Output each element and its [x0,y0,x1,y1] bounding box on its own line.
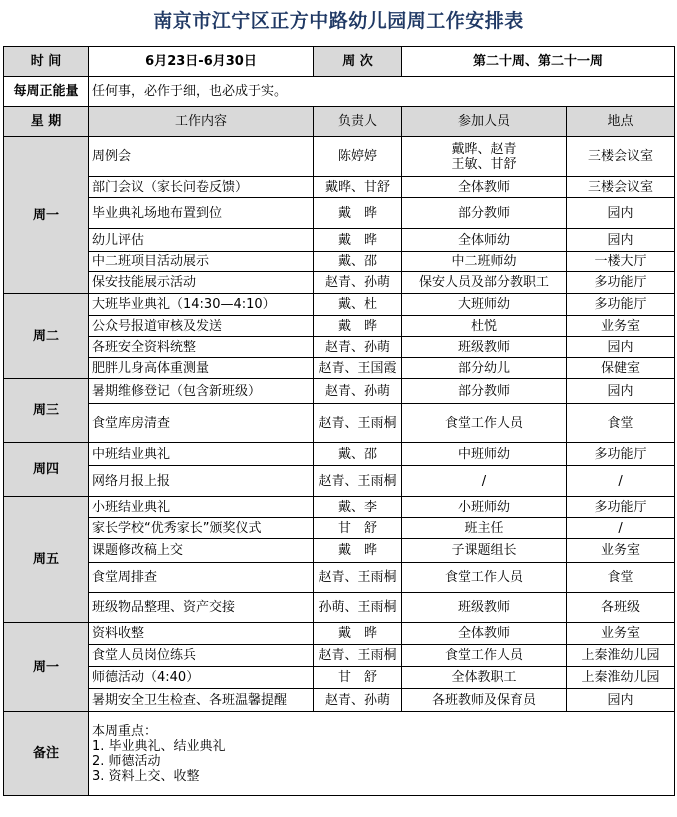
participants: 各班教师及保育员 [402,689,567,712]
owner: 陈婷婷 [314,137,402,177]
table-row [4,667,675,689]
work-content: 网络月报上报 [89,466,314,497]
day-label: 周一 [4,137,89,294]
participants: 部分教师 [402,379,567,404]
col-day: 星 期 [4,107,89,137]
work-content: 食堂库房清查 [89,404,314,443]
owner: 甘 舒 [314,667,402,689]
participants: 子课题组长 [402,539,567,563]
location: 园内 [567,229,675,252]
notes-row [4,712,675,796]
work-content: 暑期维修登记（包含新班级） [89,379,314,404]
location: 保健室 [567,358,675,379]
owner: 戴 晔 [314,539,402,563]
work-content: 食堂周排查 [89,563,314,593]
location: 上秦淮幼儿园 [567,645,675,667]
date-range: 6月23日-6月30日 [89,47,314,77]
participants: 全体教职工 [402,667,567,689]
day-label: 周一 [4,623,89,712]
day-label: 周三 [4,379,89,443]
work-content: 暑期安全卫生检查、各班温馨提醒 [89,689,314,712]
table-row [4,539,675,563]
column-header-row [4,107,675,137]
work-content: 毕业典礼场地布置到位 [89,198,314,229]
location: / [567,518,675,539]
location: 多功能厅 [567,294,675,316]
owner: 戴 晔 [314,316,402,337]
header-row [4,47,675,77]
table-row [4,404,675,443]
motto-label: 每周正能量 [4,77,89,107]
participants: 全体师幼 [402,229,567,252]
work-content: 肥胖儿身高体重测量 [89,358,314,379]
day-label: 周二 [4,294,89,379]
table-row [4,466,675,497]
location: 园内 [567,198,675,229]
participants: 班级教师 [402,593,567,623]
location: 业务室 [567,539,675,563]
notes-item: 1. 毕业典礼、结业典礼 [92,738,226,754]
page-title: 南京市江宁区正方中路幼儿园周工作安排表 [153,10,524,32]
work-content: 各班安全资料统整 [89,337,314,358]
location: 三楼会议室 [567,177,675,198]
participants: 食堂工作人员 [402,645,567,667]
location: 园内 [567,337,675,358]
table-row [4,316,675,337]
table-row [4,294,675,316]
participants-line: 戴晔、赵青 [451,141,517,157]
notes-item: 3. 资料上交、收整 [92,768,200,784]
owner: 赵青、王雨桐 [314,404,402,443]
col-location: 地点 [567,107,675,137]
owner: 戴 晔 [314,198,402,229]
location: 多功能厅 [567,497,675,518]
work-content: 部门会议（家长问卷反馈） [89,177,314,198]
participants: 大班师幼 [402,294,567,316]
participants: 班级教师 [402,337,567,358]
owner: 戴 晔 [314,229,402,252]
participants-line: 王敏、甘舒 [451,156,517,172]
location: 园内 [567,379,675,404]
work-content: 中二班项目活动展示 [89,252,314,272]
participants: 全体教师 [402,177,567,198]
notes-label: 备注 [4,712,89,796]
owner: 戴晔、甘舒 [314,177,402,198]
week-label: 周 次 [314,47,402,77]
work-content: 保安技能展示活动 [89,272,314,294]
participants: / [402,466,567,497]
work-content: 幼儿评估 [89,229,314,252]
work-content: 小班结业典礼 [89,497,314,518]
location: 园内 [567,689,675,712]
participants [402,137,567,177]
work-content: 资料收整 [89,623,314,645]
participants: 中二班师幼 [402,252,567,272]
location: 多功能厅 [567,272,675,294]
participants: 食堂工作人员 [402,563,567,593]
owner: 戴、李 [314,497,402,518]
table-row [4,563,675,593]
notes-item: 2. 师德活动 [92,753,161,769]
table-row [4,272,675,294]
work-content: 课题修改稿上交 [89,539,314,563]
table-row [4,497,675,518]
work-content: 中班结业典礼 [89,443,314,466]
col-owner: 负责人 [314,107,402,137]
owner: 赵青、王雨桐 [314,466,402,497]
work-content: 食堂人员岗位练兵 [89,645,314,667]
owner: 赵青、孙萌 [314,272,402,294]
work-content: 公众号报道审核及发送 [89,316,314,337]
table-row [4,337,675,358]
table-row [4,252,675,272]
participants: 全体教师 [402,623,567,645]
table-row [4,623,675,645]
table-row [4,443,675,466]
participants: 部分幼儿 [402,358,567,379]
motto-row [4,77,675,107]
work-content: 周例会 [89,137,314,177]
work-content: 班级物品整理、资产交接 [89,593,314,623]
owner: 孙萌、王雨桐 [314,593,402,623]
participants: 小班师幼 [402,497,567,518]
owner: 戴 晔 [314,623,402,645]
participants: 食堂工作人员 [402,404,567,443]
location: 多功能厅 [567,443,675,466]
motto-text: 任何事，必作于细，也必成于实。 [89,77,675,107]
table-row [4,229,675,252]
day-label: 周四 [4,443,89,497]
day-label: 周五 [4,497,89,623]
time-label: 时 间 [4,47,89,77]
participants: 中班师幼 [402,443,567,466]
table-row [4,379,675,404]
location: / [567,466,675,497]
owner: 赵青、孙萌 [314,337,402,358]
table-row [4,137,675,177]
location: 食堂 [567,404,675,443]
owner: 赵青、王雨桐 [314,563,402,593]
owner: 赵青、孙萌 [314,689,402,712]
location: 食堂 [567,563,675,593]
participants: 班主任 [402,518,567,539]
work-content: 家长学校“优秀家长”颁奖仪式 [89,518,314,539]
owner: 戴、邵 [314,252,402,272]
owner: 戴、邵 [314,443,402,466]
work-content: 师德活动（4:40） [89,667,314,689]
work-content: 大班毕业典礼（14:30—4:10） [89,294,314,316]
table-row [4,177,675,198]
col-content: 工作内容 [89,107,314,137]
table-row [4,358,675,379]
location: 各班级 [567,593,675,623]
table-row [4,593,675,623]
owner: 赵青、王国霞 [314,358,402,379]
table-row [4,689,675,712]
col-participants: 参加人员 [402,107,567,137]
week-value: 第二十周、第二十一周 [402,47,675,77]
owner: 赵青、孙萌 [314,379,402,404]
schedule-table [3,46,675,796]
table-row [4,198,675,229]
location: 业务室 [567,316,675,337]
location: 三楼会议室 [567,137,675,177]
participants: 杜悦 [402,316,567,337]
location: 一楼大厅 [567,252,675,272]
participants: 部分教师 [402,198,567,229]
owner: 赵青、王雨桐 [314,645,402,667]
table-row [4,518,675,539]
table-row [4,645,675,667]
location: 业务室 [567,623,675,645]
location: 上秦淮幼儿园 [567,667,675,689]
owner: 戴、杜 [314,294,402,316]
notes-heading: 本周重点： [92,723,158,739]
participants: 保安人员及部分教职工 [402,272,567,294]
owner: 甘 舒 [314,518,402,539]
notes-content [89,712,675,796]
